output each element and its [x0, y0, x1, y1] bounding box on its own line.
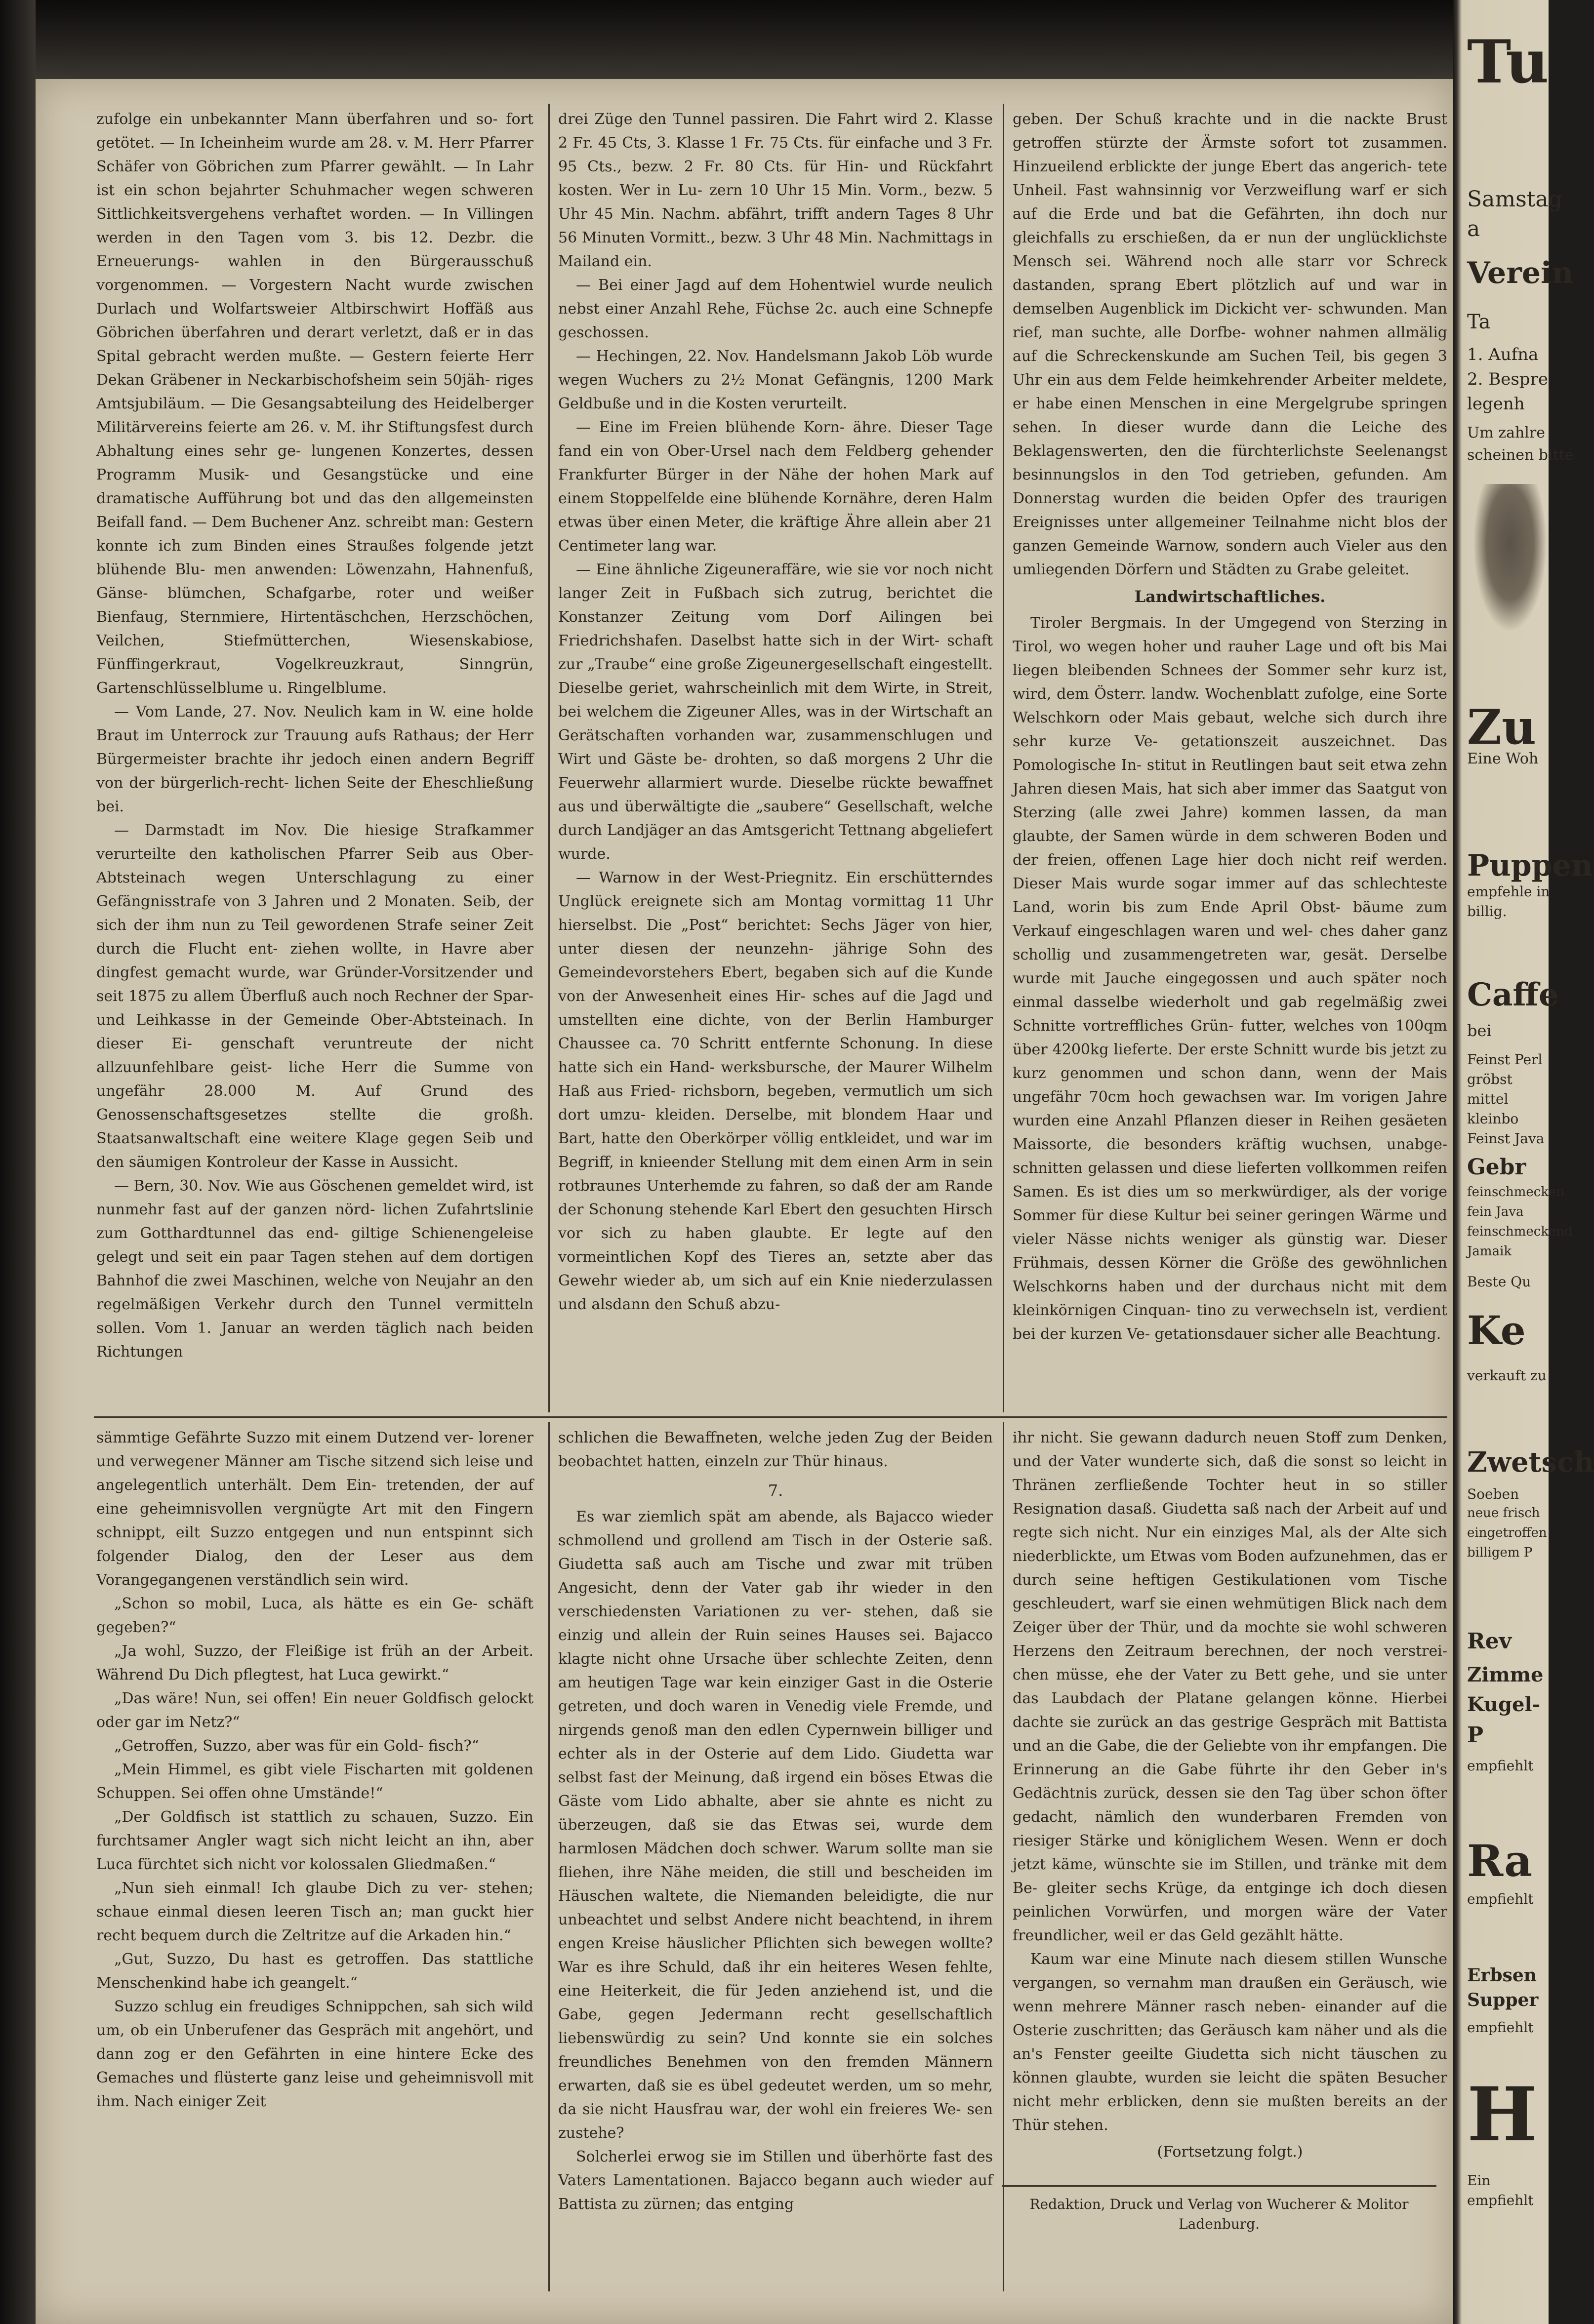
adjacent-page-text: Rev — [1467, 1629, 1512, 1654]
article-paragraph: — Bern, 30. Nov. Wie aus Göschenen gemeldet wird, ist nunmehr fast auf der ganzen nörd- lichen Zufahrtslinie zum Gotthardtunnel das end- giltige Schienengeleise gelegt und seit ein paar Tagen stehen auf dem dortigen Bahnhof die zwei Maschinen, welche von Neujahr an den regelmäßigen Verkehr durch den Tunnel vermitteln sollen. Vom 1. Januar an werden täglich nach beiden Richtungen — [96, 1177, 533, 1361]
adjacent-page-text: empfiehlt — [1467, 2019, 1534, 2036]
adjacent-page-text: empfiehlt — [1467, 1891, 1534, 1907]
adjacent-page-text: Ra — [1467, 1835, 1533, 1886]
article-paragraph: „Schon so mobil, Luca, als hätte es ein Ge- schäft gegeben?“ — [96, 1595, 533, 1636]
adjacent-page-text: empfehle in — [1467, 883, 1550, 900]
adjacent-page-text: billig. — [1467, 903, 1507, 920]
adjacent-page-text: Zimme — [1467, 1663, 1544, 1686]
article-paragraph: — Vom Lande, 27. Nov. Neulich kam in W. eine holde Braut im Unterrock zur Trauung aufs Rathaus; der Herr Bürgermeister brachte ihr jedoch einen andern Begriff von der bürgerlich-recht- lichen Seite der Eheschließung bei. — [96, 703, 533, 815]
article-paragraph: Es war ziemlich spät am abende, als Bajacco wieder schmollend und grollend am Tisch in der Osterie saß. Giudetta saß auch am Tische und zwar mit trüben Angesicht, denn der Vater gab ihr wieder in den verschiedensten Variationen zu ver- stehen, daß sie einzig und allein der Ruin seines Hauses sei. Bajacco klagte nicht ohne Ursache über schlechte Zeiten, denn am heutigen Tage war kein einziger Gast in die Osterie getreten, und doch waren in Venedig viele Fremde, und nirgends genoß man den edlen Cypernwein billiger und echter als in der Osterie auf dem Lido. Giudetta war selbst fast der Meinung, daß irgend ein böses Etwas die Gäste vom Lido abhalte, aber sie ahnte es nicht zu überzeugen, daß sie das Etwas sei, wurde dem harmlosen Mädchen doch schwer. Warum sollte man sie fliehen, ihre Nähe meiden, die still und bescheiden im Häuschen waltete, die Niemanden beleidigte, die nur unbeachtet und selbst Andere nicht beachtend, in ihrem engen Kreise häuslicher Pflichten sich bewegen wollte? War es ihre Schuld, daß ihr ein heiteres Wesen fehlte, eine Heiterkeit, die für Jeden anziehend ist, und die Gabe, gegen Jedermann recht gesellschaftlich liebenswürdig zu sein? Und konnte sie ein solches freundliches Benehmen von den fremden Männern erwarten, daß sie es übel gedeutet werden, um so mehr, da sie nicht Hausfrau war, der wohl ein freieres We- sen zustehe? — [558, 1508, 993, 2142]
adjacent-page-text: 1. Aufna — [1467, 345, 1539, 364]
adjacent-page-text: Ta — [1467, 311, 1491, 333]
article-paragraph: Suzzo schlug ein freudiges Schnippchen, sah sich wild um, ob ein Unberufener das Gespräch mit angehört, und dann zog er den Gefährten in eine hintere Ecke des Gemaches und flüsterte ganz leise und geheimnisvoll mit ihm. Nach einiger Zeit — [96, 1998, 533, 2110]
article-paragraph: zufolge ein unbekannter Mann überfahren und so- fort getötet. — In Icheinheim wurde am 28. v. M. Herr Pfarrer Schäfer von Göbrichen zum Pfarrer gewählt. — In Lahr ist ein schon bejahrter Schuhmacher wegen schweren Sittlichkeitsvergehens verhaftet worden. — In Villingen werden in den Tagen vom 3. bis 12. Dezbr. die Erneuerungs- wahlen in den Bürgerausschuß vorgenommen. — Vorgestern Nacht wurde zwischen Durlach und Wolfartsweier Altbirschwirt Hoffäß aus Göbrichen überfahren und derart verletzt, daß er in das Spital gebracht werden mußte. — Gestern feierte Herr Dekan Gräbener in Neckarbischofsheim sein 50jäh- riges Amtsjubiläum. — Die Gesangsabteilung des Heidelberger Militärvereins feierte am 26. v. M. ihr Stiftungsfest durch Abhaltung eines sehr ge- lungenen Konzertes, dessen Programm Musik- und Gesangstücke und eine dramatische Aufführung bot und das den allgemeinsten Beifall fand. — Dem Buchener Anz. schreibt man: Gestern konnte ich zum Binden eines Straußes folgende jetzt blühende Blu- men anwenden: Löwenzahn, Hahnenfuß, Gänse- blümchen, Schafgarbe, roter und weißer Bienfaug, Sternmiere, Hirtentäschchen, Herzschöchen, Veilchen, Stiefmütterchen, Wiesenskabiose, Fünffingerkraut, Vogelkreuzkraut, Sinngrün, Gartenschlüsselblume u. Ringelblume. — [96, 111, 533, 697]
adjacent-page-text: Puppen — [1467, 848, 1593, 883]
adjacent-page-text: Verein — [1467, 256, 1574, 290]
article-paragraph: „Ja wohl, Suzzo, der Fleißige ist früh an der Arbeit. Während Du Dich pflegtest, hat Luca gewirkt.“ — [96, 1643, 533, 1683]
news-column — [1013, 108, 1447, 1411]
adjacent-page-text: empfiehlt — [1467, 1758, 1534, 1774]
adjacent-page-text: Caffe — [1467, 976, 1559, 1013]
adjacent-page-text: eingetroffen — [1467, 1525, 1547, 1540]
adjacent-page-text: Um zahlre — [1467, 424, 1545, 441]
imprint-rule — [1002, 2185, 1436, 2187]
adjacent-page-text: 2. Bespre — [1467, 369, 1548, 389]
section-divider — [94, 1416, 1447, 1418]
article-paragraph: — Eine ähnliche Zigeuneraffäre, wie sie vor noch nicht langer Zeit in Fußbach sich zutrug, berichtet die Konstanzer Zeitung vom Dorf Ailingen bei Friedrichshafen. Daselbst hatte sich in der Wirt- schaft zur „Traube“ eine große Zigeunergesellschaft eingestellt. Dieselbe geriet, wahrscheinlich mit dem Wirte, in Streit, bei welchem die Zigeuner Alles, was in der Wirtschaft an Gerätschaften vorhanden war, zusammenschlugen und Wirt und Gäste be- drohten, so daß morgens 2 Uhr die Feuerwehr allarmiert wurde. Dieselbe rückte bewaffnet aus und überwältigte die „saubere“ Gesellschaft, welche durch Landjäger an das Amtsgericht Tettnang abgeliefert wurde. — [558, 561, 993, 863]
feuilleton-column — [96, 1426, 533, 2197]
column-rule — [548, 1422, 550, 2291]
adjacent-page-text: H — [1467, 2071, 1537, 2158]
article-paragraph: „Getroffen, Suzzo, aber was für ein Gold- fisch?“ — [114, 1737, 479, 1755]
article-paragraph: „Das wäre! Nun, sei offen! Ein neuer Goldfisch gelockt oder gar im Netz?“ — [96, 1690, 533, 1731]
article-paragraph: Kaum war eine Minute nach diesem stillen Wunsche vergangen, so vernahm man draußen ein Geräusch, wie wenn mehrere Männer rasch neben- einander auf die Osterie zuschritten; das Geräusch kam näher und als die an's Fenster geeilte Giudetta sich nicht täuschen zu können glaubte, wurden sie leicht die späten Besucher nicht mehr erblicken, denn sie mußten bereits an der Thür stehen. — [1013, 1951, 1447, 2134]
news-column — [558, 108, 993, 1411]
adjacent-page-text: Supper — [1467, 1990, 1539, 2010]
imprint-line: Redaktion, Druck und Verlag von Wucherer & Molitor — [1029, 2196, 1409, 2212]
adjacent-page-fragment — [1453, 0, 1594, 2324]
article-paragraph: — Darmstadt im Nov. Die hiesige Strafkammer verurteilte den katholischen Pfarrer Seib aus Ober-Abtsteinach wegen Unterschlagung zu einer Gefängnisstrafe von 3 Jahren und 2 Monaten. Seib, der sich der ihm nun zu Teil gewordenen Strafe seiner Zeit durch die Flucht ent- ziehen wollte, in Havre aber dingfest gemacht wurde, war Gründer-Vorsitzender und seit 1875 zu allem Überfluß auch noch Rechner der Spar- und Leihkasse in der Gemeinde Ober-Abtsteinach. In dieser Ei- genschaft veruntreute der nicht allzuunfehlbare geist- liche Herr die Summe von ungefähr 28.000 M. Auf Grund des Genossenschaftsgesetzes stellte die großh. Staatsanwaltschaft eine weitere Klage gegen Seib und den säumigen Kontroleur der Kasse in Aussicht. — [96, 822, 533, 1171]
adjacent-page-text: gröbst — [1467, 1071, 1512, 1087]
adjacent-page-text: billigem P — [1467, 1545, 1533, 1560]
news-column — [96, 108, 533, 1411]
adjacent-page-text: empfiehlt — [1467, 2192, 1534, 2208]
adjacent-page-text: Erbsen — [1467, 1965, 1537, 1986]
article-paragraph: „Mein Himmel, es gibt viele Fischarten mit goldenen Schuppen. Sei offen ohne Umstände!“ — [96, 1761, 533, 1802]
adjacent-page-text: bei — [1467, 1021, 1492, 1040]
chapter-number: 7. — [768, 1481, 783, 1500]
adjacent-page-text: Feinst Perl — [1467, 1051, 1543, 1068]
adjacent-page-text: Beste Qu — [1467, 1274, 1531, 1290]
imprint-line: Ladenburg. — [1179, 2216, 1260, 2232]
article-paragraph: „Der Goldfisch ist stattlich zu schauen, Suzzo. Ein furchtsamer Angler wagt sich nicht leicht an ihn, aber Luca fürchtet sich nicht vor kolossalen Gliedmaßen.“ — [96, 1808, 533, 1873]
adjacent-page-text: Tu — [1467, 27, 1549, 97]
adjacent-page-text: legenh — [1467, 394, 1525, 414]
adjacent-page-text: kleinbo — [1467, 1111, 1519, 1127]
adjacent-page-text: Feinst Java — [1467, 1130, 1545, 1147]
article-paragraph: geben. Der Schuß krachte und in die nackte Brust getroffen stürzte der Ärmste sofort tot zusammen. Hinzueilend erblickte der junge Ebert das angerich- tete Unheil. Fast wahnsinnig vor Verzweiflung warf er sich auf die Erde und bat die Gefährten, ihn doch nur gleichfalls zu erschießen, da er nun der unglücklichste Mensch sei. Während noch alle starr vor Schreck dastanden, sprang Ebert plötzlich auf und war in demselben Augenblick im Dickicht ver- schwunden. Man rief, man suchte, alle Dorfbe- wohner nahmen allmälig auf die Schreckenskunde am Suchen Teil, bis gegen 3 Uhr ein aus dem Felde heimkehrender Arbeiter meldete, er habe einen Menschen in eine Mergelgrube springen sehen. In dieser wurde dann die Leiche des Beklagenswerten, den die fürchterlichste Seelenangst besinnungslos in den Tod getrieben, gefunden. Am Donnerstag wurden die beiden Opfer des traurigen Ereignisses unter allgemeiner Teilnahme nicht blos der ganzen Gemeinde Warnow, sondern auch Vieler aus den umliegenden Dörfern und Städten zu Grabe geleitet. — [1013, 111, 1447, 578]
adjacent-page-text: Zu — [1467, 699, 1536, 755]
article-paragraph: Tiroler Bergmais. In der Umgegend von Sterzing in Tirol, wo wegen hoher und rauher Lage und oft bis Mai liegen bleibenden Schnees der Sommer sehr kurz ist, wird, dem Österr. landw. Wochenblatt zufolge, eine Sorte Welschkorn oder Mais gebaut, welche sich durch ihre sehr kurze Ve- getationszeit auszeichnet. Das Pomologische In- stitut in Reutlingen baut seit etwa zehn Jahren diesen Mais, hat sich aber immer das Saatgut von Sterzing (alle zwei Jahre) kommen lassen, da man glaubte, der Samen würde in dem schweren Boden und der freien, offenen Lage hier doch nicht reif werden. Dieser Mais wurde sogar immer auf das schlechteste Land, worin bis zum Ende April Obst- bäume zum Verkauf eingeschlagen waren und wel- ches daher ganz schollig und zusammengetreten war, gesät. Derselbe wurde mit Jauche eingegossen und auch später noch einmal dasselbe wiederholt und gab regelmäßig zwei Schnitte vortreffliches Grün- futter, welches von 100qm über 4200kg lieferte. Der erste Schnitt wurde bis jetzt zu kurz genommen und schon dann, wenn der Mais ungefähr 70cm hoch gewachsen war. Im vorigen Jahre wurden eine Anzahl Pflanzen dieser in Reihen gesäeten Maissorte, die besonders kräftig wuchsen, unabge- schnitten gelassen und diese lieferten vollkommen reifen Samen. Es ist dies um so merkwürdiger, als der vorige Sommer für diese Kultur bei seiner geringen Wärme und vieler Nässe nichts weniger als günstig war. Dieser Frühmais, dessen Körner die Größe des gewöhnlichen Welschkorns haben und der durchaus nicht mit dem kleinkörnigen Cinquan- tino zu verwechseln ist, verdient bei der kurzen Ve- getationsdauer sicher alle Beachtung. — [1013, 614, 1447, 1343]
adjacent-page-text: a — [1467, 216, 1480, 241]
feuilleton-column — [1013, 1426, 1447, 2177]
imprint — [1002, 2195, 1436, 2234]
column-rule — [548, 104, 550, 1412]
adjacent-page-text: Kugel- — [1467, 1693, 1541, 1716]
adjacent-page-text: verkauft zu — [1467, 1367, 1547, 1384]
column-rule — [1003, 104, 1004, 1412]
adjacent-page-text: Zwetsch — [1467, 1446, 1594, 1479]
book-binding — [0, 0, 36, 2324]
adjacent-page-text: scheinen bitte — [1467, 446, 1574, 464]
adjacent-page-text: P — [1467, 1723, 1484, 1748]
adjacent-page-text: Jamaik — [1467, 1244, 1512, 1259]
article-paragraph: — Eine im Freien blühende Korn- ähre. Dieser Tage fand ein von Ober-Ursel nach dem Feldberg gehender Frankfurter Bürger in der Nähe der hohen Mark auf einem Stoppelfelde eine blühende Kornähre, deren Halm etwas über einen Meter, die kräftige Ähre allein aber 21 Centimeter lang war. — [558, 419, 993, 555]
adjacent-page-text: feinschmecken — [1467, 1185, 1565, 1200]
article-paragraph: schlichen die Bewaffneten, welche jeden Zug der Beiden beobachtet hatten, einzeln zur Thür hinaus. — [558, 1429, 993, 1470]
feuilleton-column — [558, 1426, 993, 2213]
scan-top-shadow — [36, 0, 1453, 79]
article-paragraph: drei Züge den Tunnel passiren. Die Fahrt wird 2. Klasse 2 Fr. 45 Cts, 3. Klasse 1 Fr. 75 Cts. für einfache und 3 Fr. 95 Cts., bezw. 2 Fr. 80 Cts. für Hin- und Rückfahrt kosten. Wer in Lu- zern 10 Uhr 15 Min. Vorm., bezw. 5 Uhr 45 Min. Nachm. abfährt, trifft andern Tages 8 Uhr 56 Minuten Vormitt., bezw. 3 Uhr 48 Min. Nachmittags in Mailand ein. — [558, 111, 993, 270]
article-paragraph: — Warnow in der West-Priegnitz. Ein erschütterndes Unglück ereignete sich am Montag vormittag 11 Uhr hierselbst. Die „Post“ berichtet: Sechs Jäger von hier, unter diesen der neunzehn- jährige Sohn des Gemeindevorstehers Ebert, begaben sich auf die Kunde von der Anwesenheit eines Hir- sches auf die Jagd und umstellten eine dichte, von der Berlin Hamburger Chaussee ca. 70 Schritt entfernte Schonung. In diese hatte sich ein Hand- werksbursche, der Maurer Wilhelm Haß aus Fried- richsborn, begeben, vermutlich um sich dort umzu- kleiden. Derselbe, mit blondem Haar und Bart, hatte den Oberkörper völlig entkleidet, und war im Begriff, in knieender Stellung mit dem einen Arm in sein rotbraunes Unterhemde zu fahren, so daß der am Rande der Schonung stehende Karl Ebert den gesuchten Hirsch vor sich zu haben glaubte. Er legte auf den vormeintlichen Kopf des Tieres an, setzte aber das Gewehr wieder ab, um sich auf ein Knie niederzulassen und alsdann den Schuß abzu- — [558, 869, 993, 1313]
adjacent-page-text: mittel — [1467, 1091, 1509, 1107]
adjacent-page-text: Gebr — [1467, 1155, 1526, 1180]
section-heading: Landwirtschaftliches. — [1134, 587, 1326, 606]
column-rule — [1003, 1422, 1004, 2291]
adjacent-page-text: feinschmeckend — [1467, 1224, 1573, 1239]
adjacent-page-text: Eine Woh — [1467, 750, 1539, 767]
adjacent-page-text: Ke — [1467, 1307, 1526, 1354]
article-paragraph: Solcherlei erwog sie im Stillen und überhörte fast des Vaters Lamentationen. Bajacco begann auch wieder auf Battista zu zürnen; das entging — [558, 2148, 993, 2213]
adjacent-page-text: Ein — [1467, 2172, 1491, 2189]
article-paragraph: — Hechingen, 22. Nov. Handelsmann Jakob Löb wurde wegen Wuchers zu 2½ Monat Gefängnis, 1200 Mark Geldbuße und in die Kosten verurteilt. — [558, 348, 993, 412]
adjacent-page-text: Soeben — [1467, 1486, 1519, 1502]
adjacent-page-text: Samstag — [1467, 187, 1562, 212]
article-paragraph: sämmtige Gefährte Suzzo mit einem Dutzend ver- lorener und verwegener Männer am Tische sitzend sich leise und angelegentlich unterhält. Dem Ein- tretenden, der auf eine geheimnisvollen vergnügte Art mit den Fingern schnippt, eilt Suzzo entgegen und nun entspinnt sich folgender Dialog, den der Leser aus dem Vorangegangenen verständlich sein wird. — [96, 1429, 533, 1589]
continuation-note: (Fortsetzung folgt.) — [1157, 2143, 1303, 2161]
ornament-illustration — [1473, 484, 1547, 632]
article-paragraph: — Bei einer Jagd auf dem Hohentwiel wurde neulich nebst einer Anzahl Rehe, Füchse 2c. auch eine Schnepfe geschossen. — [558, 277, 993, 341]
article-paragraph: „Gut, Suzzo, Du hast es getroffen. Das stattliche Menschenkind habe ich geangelt.“ — [96, 1951, 533, 1992]
article-paragraph: „Nun sieh einmal! Ich glaube Dich zu ver- stehen; schaue einmal diesen leeren Tisch an; man guckt hier recht bequem durch die Zeltritze auf die Arkaden hin.“ — [96, 1880, 533, 1944]
adjacent-page-text: neue frisch — [1467, 1506, 1540, 1521]
adjacent-page-text: fein Java — [1467, 1204, 1524, 1219]
article-paragraph: ihr nicht. Sie gewann dadurch neuen Stoff zum Denken, und der Vater wunderte sich, daß die sonst so leicht in Thränen zerfließende Tochter heut in so stiller Resignation dasaß. Giudetta saß nach der Arbeit auf und regte sich nicht. Nur ein einziges Mal, als der Alte sich niederblickte, um Etwas vom Boden aufzunehmen, das er durch seine heftigen Gestikulationen vom Tische geschleudert, warf sie einen wehmütigen Blick nach dem Zeiger über der Thür, und da mochte sie wohl schweren Herzens den Zeitraum berechnen, der noch verstrei- chen müsse, ehe der Vater zu Bett gehe, und sie unter das Laubdach der Platane gelangen könne. Hierbei dachte sie zurück an das gestrige Gespräch mit Battista und an die Gabe, die der Geliebte von ihr empfangen. Die Erinnerung an die Gabe führte ihr den Geber in's Gedächtnis zurück, dessen sie den Tag über schon öfter gedacht, nämlich den wunderbaren Fremden von riesiger Stärke und königlichem Wesen. Wenn er doch jetzt käme, wünschte sie im Stillen, und tränke mit dem Be- gleiter sechs Krüge, da entginge ich doch diesen peinlichen Vorwürfen, und morgen wäre der Vater freundlicher, weil er das Geld gezählt hätte. — [1013, 1429, 1447, 1944]
